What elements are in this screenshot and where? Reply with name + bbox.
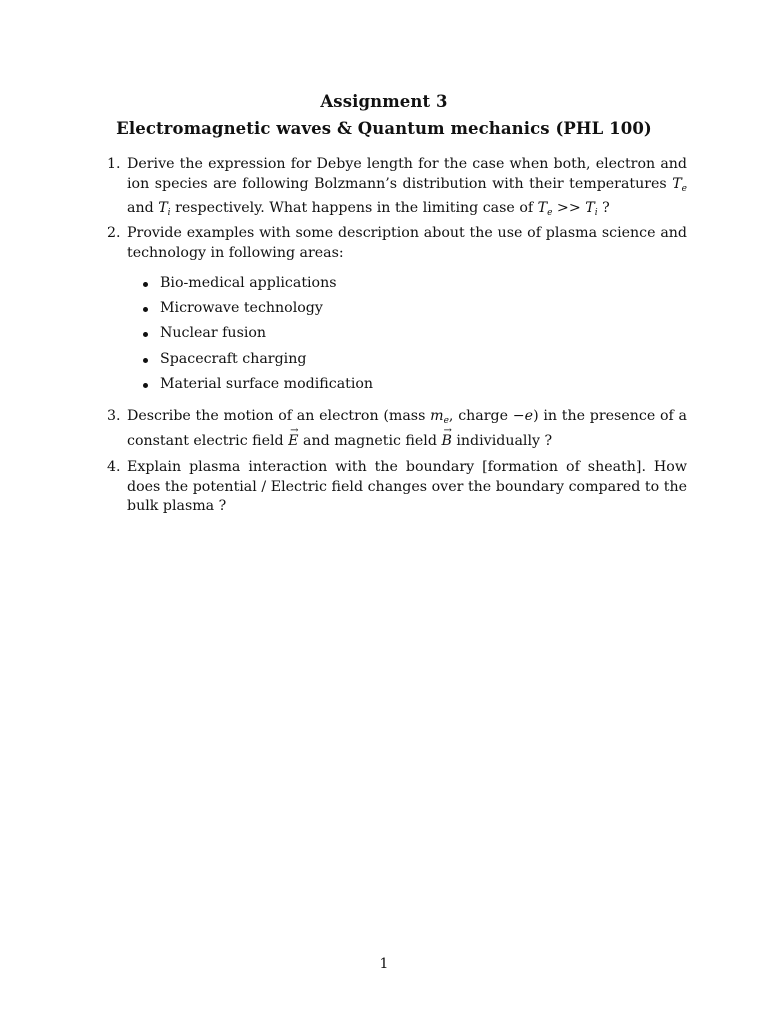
question-text-part: respectively. What happens in the limiting case of [170, 200, 538, 216]
symbol-t: T [585, 200, 595, 216]
subscript-e: e [681, 183, 687, 194]
question-text-part: and magnetic field [298, 432, 442, 449]
list-item [143, 324, 373, 349]
math-symbol-charge: −e [512, 408, 534, 424]
question-number: 2. [107, 225, 121, 241]
bullet-icon [143, 383, 148, 388]
question-text: Provide examples with some description about the use of plasma science and technology in following areas: [127, 225, 687, 261]
question-2 [107, 224, 687, 263]
list-item-label: Nuclear fusion [160, 325, 267, 342]
assignment-title: Assignment 3 [320, 92, 448, 111]
question-text-part: ) in the presence of a constant electric field [127, 408, 687, 449]
subscript-e: e [547, 208, 553, 218]
question-3 [107, 407, 687, 451]
list-item [143, 350, 373, 375]
subscript-i: i [167, 208, 171, 218]
math-symbol-ti [158, 200, 170, 216]
bullet-icon [143, 332, 148, 337]
symbol-t: T [537, 200, 548, 216]
list-item [143, 299, 373, 324]
question-4 [107, 458, 687, 517]
question-text-part: and [127, 200, 159, 216]
bullet-icon [143, 307, 148, 312]
list-item-label: Material surface modification [160, 375, 374, 392]
math-symbol-te [672, 176, 687, 192]
question-text-part: Derive the expression for Debye length for the case when both, electron and ion species are following Bolzmann’s distribution with their temperatures [127, 156, 687, 192]
question-text [127, 155, 687, 224]
list-item-label: Spacecraft charging [160, 350, 307, 367]
symbol-m: m [430, 408, 444, 424]
question-text-part: >> [552, 200, 586, 216]
list-item-label: Bio-medical applications [160, 275, 337, 291]
question-1 [107, 155, 687, 224]
application-areas-list [143, 274, 373, 400]
vector-b-symbol: → B [441, 432, 451, 452]
question-number: 1. [107, 156, 121, 172]
bullet-icon [143, 358, 148, 363]
list-item [143, 274, 373, 299]
question-text: Explain plasma interaction with the boundary [formation of sheath]. How does the potential / Electric field changes over the boundary compared to the bulk plasma ? [127, 459, 687, 514]
question-text-part: , charge [448, 408, 513, 424]
question-number: 4. [107, 459, 121, 475]
question-number: 3. [107, 408, 121, 424]
list-item [143, 375, 373, 400]
question-text-part: ? [597, 200, 610, 216]
question-text [127, 407, 687, 451]
subscript-i: i [594, 208, 598, 218]
list-item-label: Microwave technology [160, 300, 323, 317]
vector-e-symbol: → E [288, 432, 298, 452]
subscript-e: e [443, 416, 449, 426]
symbol-t: T [158, 200, 168, 216]
math-symbol-ti [585, 200, 597, 216]
math-symbol-te [538, 200, 553, 216]
symbol-t: T [672, 175, 682, 192]
question-text-part: individually ? [451, 432, 553, 449]
question-text-part: Describe the motion of an electron (mass [127, 408, 431, 424]
page-number: 1 [379, 956, 389, 972]
course-subtitle: Electromagnetic waves & Quantum mechanics (PHL 100) [116, 119, 652, 138]
bullet-icon [143, 282, 148, 287]
